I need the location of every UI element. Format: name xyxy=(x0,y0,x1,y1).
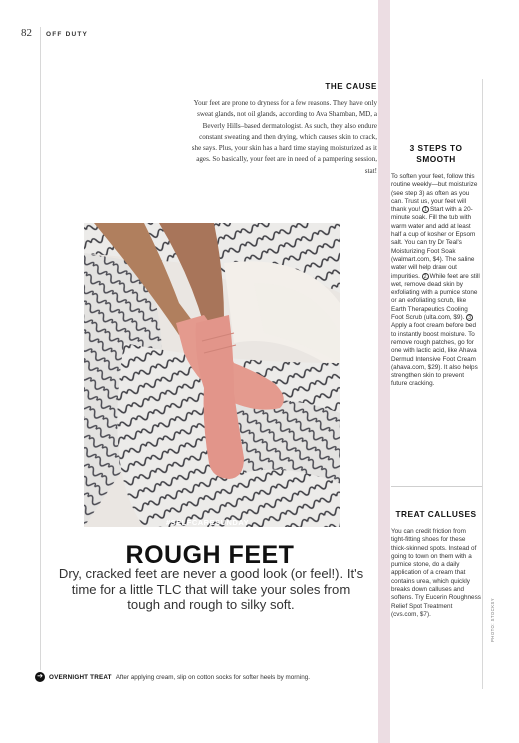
steps-heading: 3 STEPS TO SMOOTH xyxy=(409,143,463,164)
steps-sidebar xyxy=(391,143,481,389)
step-number: 2 xyxy=(422,273,429,280)
photo-hashtag: #SELFCARESUNDAY xyxy=(166,518,250,527)
left-rule xyxy=(40,27,41,670)
tip-label: OVERNIGHT TREAT xyxy=(49,673,112,681)
section-label: OFF DUTY xyxy=(46,31,89,38)
steps-intro: To soften your feet, follow this routine weekly—but moisturize (see step 3) as often as you can. Trust us, your feet will thank you! xyxy=(391,173,478,214)
cause-body: Your feet are prone to dryness for a few reasons. They have only sweat glands, not oil glands, according to Ava Shamban, MD, a Beverly Hills–based dermatologist. As such, they also endure constant sweating and then drying, which causes skin to crack, she says. Plus, your skin has a hard time staying moisturized as it ages. So basically, your feet are in need of a pampering session, stat! xyxy=(191,99,377,175)
step-text: While feet are still wet, remove dead skin by exfoliating with a pumice stone or an exfoliating scrub, like Earth Therapeutics Cooling Foot Scrub (ulta.com, $9). xyxy=(391,272,480,322)
photo-illustration xyxy=(84,223,340,527)
step-item xyxy=(391,206,475,279)
tip-text: After applying cream, slip on cotton socks for softer heels by morning. xyxy=(115,673,310,681)
step-item xyxy=(391,314,478,387)
step-text: Apply a foot cream before bed to instantly boost moisture. To remove rough patches, go for one with lactic acid, like Ahava Dermud Intensive Foot Cream (ahava.com, $29). It also helps strengthen skin to prevent future cracking. xyxy=(391,322,478,388)
article-title: ROUGH FEET xyxy=(125,541,295,569)
cause-heading: THE CAUSE xyxy=(325,82,377,91)
page-header xyxy=(21,27,32,39)
arrow-right-icon: ➔ xyxy=(35,672,45,682)
step-text: Start with a 20-minute soak. Fill the tub with warm water and add at least half a cup of kosher or Epsom salt. You can try Dr Teal's Moisturizing Foot Soak (walmart.com, $4). The saline water will help draw out impurities. xyxy=(391,206,476,280)
feet-photo xyxy=(84,223,340,527)
accent-strip xyxy=(378,0,390,743)
article-dek: Dry, cracked feet are never a good look (or feel!). It's time for a little TLC that will take your soles from tough and rough to silky soft. xyxy=(58,566,364,612)
calluses-sidebar xyxy=(391,509,481,619)
calluses-body: You can credit friction from tight-fitting shoes for these thick-skinned spots. Instead of going to town on them with a pumice stone, do a daily application of a cream that contains urea, which quickly breaks down calluses and softens. Try Eucerin Roughness Relief Spot Treatment (cvs.com, $7). xyxy=(391,528,481,618)
photo-credit: PHOTO: STOCKSY xyxy=(490,597,495,642)
sidebar-divider xyxy=(391,486,482,487)
step-number: 3 xyxy=(466,314,473,321)
steps-body xyxy=(391,173,481,389)
calluses-heading: TREAT CALLUSES xyxy=(395,509,477,519)
cause-block xyxy=(190,82,377,177)
step-number: 1 xyxy=(422,206,429,213)
overnight-tip xyxy=(35,672,310,682)
sidebar-rule xyxy=(482,79,483,689)
page-number: 82 xyxy=(21,27,32,39)
